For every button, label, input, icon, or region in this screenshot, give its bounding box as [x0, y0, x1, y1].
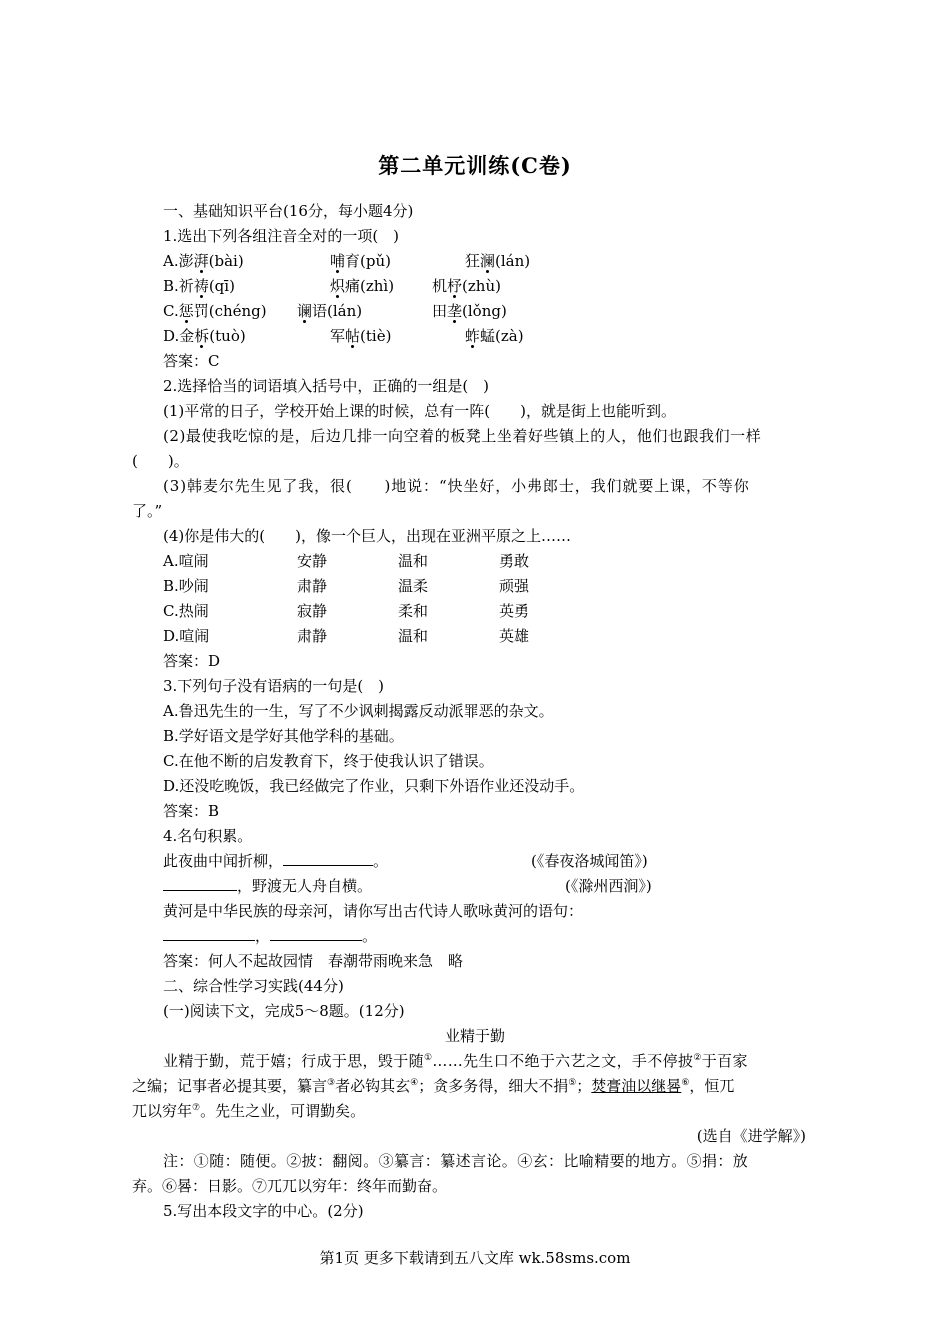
q1-option-a-word2: 哺育(pǔ) [330, 252, 391, 270]
q1-option-b-word3: 机杼(zhù) [432, 277, 501, 295]
q4-blank-4 [270, 924, 362, 941]
q1-option-d-word3: 蚱蜢(zà) [465, 327, 524, 345]
q4-stem: 4.名句积累。 [163, 827, 253, 845]
q4-line3: 黄河是中华民族的母亲河，请你写出古代诗人歌咏黄河的语句： [163, 902, 584, 920]
reading-notes-line2: 弃。⑥晷：日影。⑦兀兀以穷年：终年而勤奋。 [132, 1177, 448, 1195]
q2-option-c-1: C.热闹 [163, 602, 209, 620]
q4-line2: ，野渡无人舟自横。 [163, 874, 372, 899]
q3-answer: 答案：B [163, 802, 220, 820]
q4-blank-3 [163, 924, 255, 941]
q1-option-a-word3: 狂澜(lán) [465, 252, 531, 270]
q2-option-c-2: 寂静 [297, 602, 328, 620]
q1-option-d-word2: 军帖(tiè) [330, 327, 392, 345]
q4-blank-2 [163, 874, 237, 891]
q2-option-b-4: 顽强 [499, 577, 530, 595]
q1-option-b-word2: 炽痛(zhì) [330, 277, 395, 295]
section1-heading: 一、基础知识平台(16分，每小题4分) [163, 202, 414, 220]
q4-line1-source: (《春夜洛城闻笛》) [531, 852, 648, 870]
q2-option-a-1: A.喧闹 [163, 552, 209, 570]
q2-option-d-3: 温和 [398, 627, 429, 645]
q2-stem: 2.选择恰当的词语填入括号中，正确的一组是( ) [163, 377, 490, 395]
underlined-phrase: 焚膏油以继晷 [591, 1077, 682, 1095]
reading-notes-line1: 注：①随：随便。②披：翻阅。③纂言：纂述言论。④玄：比喻精要的地方。⑤捐：放 [163, 1152, 749, 1170]
q2-answer: 答案：D [163, 652, 221, 670]
q1-option-a: A.澎湃(bài) [163, 252, 244, 270]
q1-option-c-word3: 田垄(lǒng) [432, 302, 507, 320]
reading-title: 业精于勤 [444, 1027, 505, 1045]
q2-option-d-2: 肃静 [297, 627, 328, 645]
q4-answer: 答案：何人不起故园情 春潮带雨晚来急 略 [163, 952, 464, 970]
reading-paragraph-line3: 兀以穷年⑦。先生之业，可谓勤矣。 [132, 1102, 366, 1120]
q1-option-c: C.惩罚(chéng) [163, 302, 267, 320]
q2-option-b-1: B.吵闹 [163, 577, 209, 595]
q1-option-b: B.祈祷(qī) [163, 277, 235, 295]
q1-option-d: D.金柝(tuò) [163, 327, 246, 345]
reading-paragraph-line1: 业精于勤，荒于嬉；行成于思，毁于随①……先生口不绝于六艺之文，手不停披②于百家 [163, 1052, 748, 1070]
q3-option-b: B.学好语文是学好其他学科的基础。 [163, 727, 404, 745]
q2-sentence-3-cont: 了。” [132, 502, 163, 520]
q3-option-c: C.在他不断的启发教育下，终于使我认识了错误。 [163, 752, 494, 770]
reading-intro: (一)阅读下文，完成5～8题。(12分) [163, 1002, 405, 1020]
q2-option-a-4: 勇敢 [499, 552, 530, 570]
q2-sentence-2-cont: ( )。 [132, 452, 189, 470]
page-footer: 第1页 更多下载请到五八文库 wk.58sms.com [319, 1249, 631, 1267]
q2-sentence-3: (3)韩麦尔先生见了我，很( )地说：“快坐好，小弗郎士，我们就要上课，不等你 [163, 477, 750, 495]
q4-line2-source: (《滁州西涧》) [565, 877, 652, 895]
q2-sentence-4: (4)你是伟大的( )，像一个巨人，出现在亚洲平原之上…… [163, 527, 571, 545]
q2-option-d-4: 英雄 [499, 627, 530, 645]
q2-sentence-1: (1)平常的日子，学校开始上课的时候，总有一阵( )，就是街上也能听到。 [163, 402, 676, 420]
page-title: 第二单元训练(C卷) [378, 153, 572, 178]
q1-stem: 1.选出下列各组注音全对的一项( ) [163, 227, 400, 245]
q3-option-a: A.鲁迅先生的一生，写了不少讽刺揭露反动派罪恶的杂文。 [163, 702, 554, 720]
q3-option-d: D.还没吃晚饭，我已经做完了作业，只剩下外语作业还没动手。 [163, 777, 585, 795]
reading-source: (选自《进学解》) [696, 1127, 806, 1145]
reading-paragraph-line2: 之编；记事者必提其要，纂言③者必钩其玄④；贪多务得，细大不捐⑤；焚膏油以继晷⑥，恒兀 [132, 1077, 735, 1095]
q3-stem: 3.下列句子没有语病的一句是( ) [163, 677, 385, 695]
q2-option-a-3: 温和 [398, 552, 429, 570]
q4-blank-1 [283, 849, 373, 866]
q4-line4: ， 。 [163, 924, 377, 949]
q2-option-c-4: 英勇 [499, 602, 530, 620]
q4-line1: 此夜曲中闻折柳， 。 [163, 849, 388, 874]
q2-option-c-3: 柔和 [398, 602, 429, 620]
q2-option-b-2: 肃静 [297, 577, 328, 595]
q5-stem: 5.写出本段文字的中心。(2分) [163, 1202, 364, 1220]
q2-sentence-2: (2)最使我吃惊的是，后边几排一向空着的板凳上坐着好些镇上的人，他们也跟我们一样 [163, 427, 762, 445]
q1-answer: 答案：C [163, 352, 220, 370]
section2-heading: 二、综合性学习实践(44分) [163, 977, 344, 995]
q2-option-d-1: D.喧闹 [163, 627, 210, 645]
q1-option-c-word2: 谰语(lán) [297, 302, 363, 320]
q2-option-b-3: 温柔 [398, 577, 429, 595]
q2-option-a-2: 安静 [297, 552, 328, 570]
